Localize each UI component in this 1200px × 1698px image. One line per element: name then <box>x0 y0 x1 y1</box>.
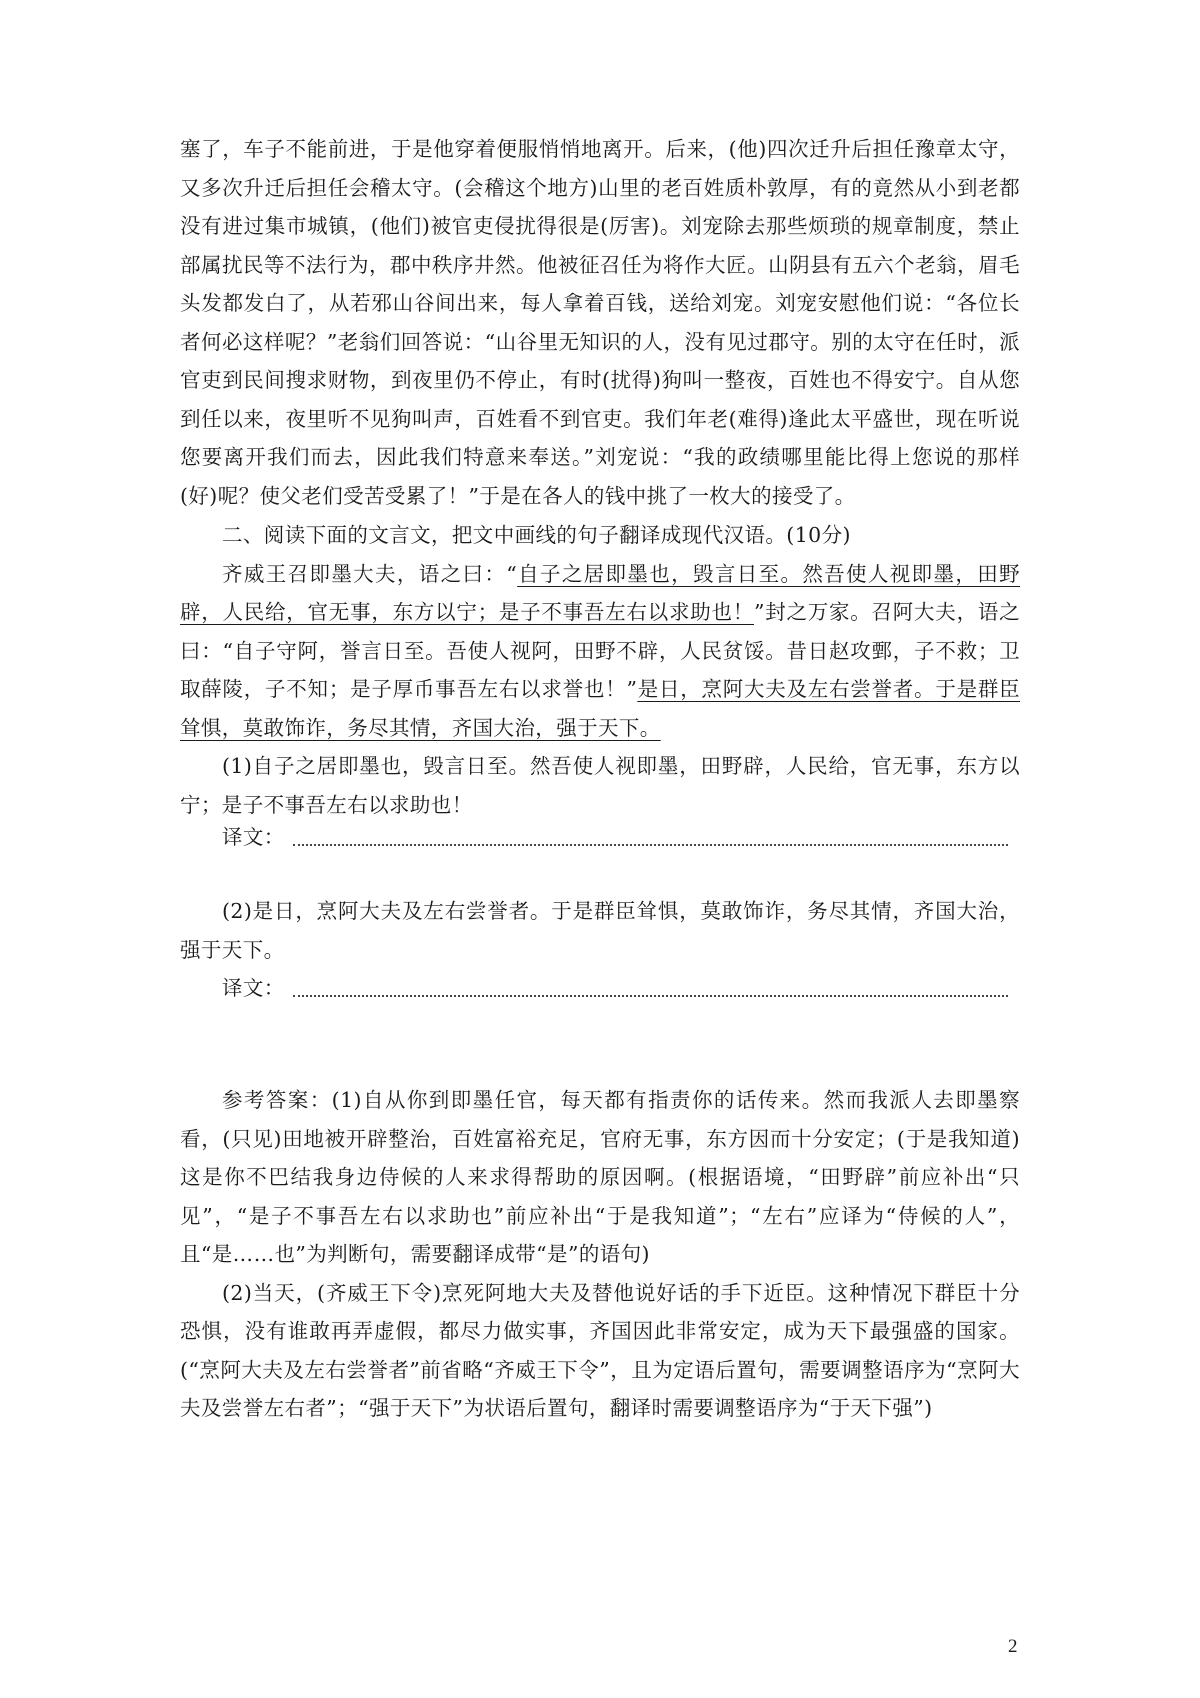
passage-text-1: 齐威王召即墨大夫，语之曰：“ <box>222 561 518 586</box>
question-heading: 二、阅读下面的文言文，把文中画线的句子翻译成现代汉语。(10分) <box>222 523 851 547</box>
passage-text-2: ”封之万家。召阿大夫，语之曰：“自子守阿，誉言日至。吾使人视阿，田野不辟，人民贫馁。昔日赵攻鄄，子不救；卫取薛陵，子不知；是子厚币事吾左右以求誉也！” <box>180 600 1020 701</box>
underlined-sentence-1: 自子之居即墨也，毁言日至。然吾使人视即墨，田野辟，人民给，官无事，东方以宁；是子不事吾左右以求助也！ <box>180 561 1020 624</box>
sub-question-2-block <box>180 892 1020 969</box>
underlined-sentence-2: 是日，烹阿大夫及左右尝誉者。于是群臣耸惧，莫敢饰诈，务尽其情，齐国大治，强于天下。 <box>180 677 1020 740</box>
reference-answer-2: (2)当天，(齐威王下令)烹死阿地大夫及替他说好话的手下近臣。这种情况下群臣十分恐惧，没有谁敢再弄虚假，都尽力做实事，齐国因此非常安定，成为天下最强盛的国家。(“烹阿大夫及左右尝誉者”前省略“齐威王下令”，且为定语后置句，需要调整语序为“烹阿大夫及尝誉左右者”；“强于天下”为状语后置句，翻译时需要调整语序为“于天下强”) <box>180 1280 1020 1420</box>
answer-blank-1[interactable] <box>293 844 1008 846</box>
answer-label-1: 译文： <box>222 825 285 849</box>
page-number: 2 <box>1008 1636 1018 1657</box>
sub-question-1: (1)自子之居即墨也，毁言日至。然吾使人视即墨，田野辟，人民给，官无事，东方以宁；是子不事吾左右以求助也！ <box>180 754 1020 817</box>
translation-passage <box>180 130 1020 515</box>
answer-label-2: 译文： <box>222 976 285 1000</box>
reference-answer-1: 参考答案：(1)自从你到即墨任官，每天都有指责你的话传来。然而我派人去即墨察看，(只见)田地被开辟整治，百姓富裕充足，官府无事，东方因而十分安定；(于是我知道)这是你不巴结我身边侍候的人来求得帮助的原因啊。(根据语境，“田野辟”前应补出“只见”，“是子不事吾左右以求助也”前应补出“于是我知道”；“左右”应译为“侍候的人”，且“是……也”为判断句，需要翻译成带“是”的语句) <box>180 1088 1020 1266</box>
question-section <box>180 516 1020 824</box>
classical-passage <box>180 555 1020 748</box>
sub-question-2: (2)是日，烹阿大夫及左右尝誉者。于是群臣耸惧，莫敢饰诈，务尽其情，齐国大治，强于天下。 <box>180 899 1020 962</box>
answer-blank-2[interactable] <box>293 995 1008 997</box>
reference-answer <box>180 1081 1020 1428</box>
translation-paragraph: 塞了，车子不能前进，于是他穿着便服悄悄地离开。后来，(他)四次迁升后担任豫章太守，又多次升迁后担任会稽太守。(会稽这个地方)山里的老百姓质朴敦厚，有的竟然从小到老都没有进过集市城镇，(他们)被官吏侵扰得很是(厉害)。刘宠除去那些烦琐的规章制度，禁止部属扰民等不法行为，郡中秩序井然。他被征召任为将作大匠。山阴县有五六个老翁，眉毛头发都发白了，从若邪山谷间出来，每人拿着百钱，送给刘宠。刘宠安慰他们说：“各位长者何必这样呢？”老翁们回答说：“山谷里无知识的人，没有见过郡守。别的太守在任时，派官吏到民间搜求财物，到夜里仍不停止，有时(扰得)狗叫一整夜，百姓也不得安宁。自从您到任以来，夜里听不见狗叫声，百姓看不到官吏。我们年老(难得)逢此太平盛世，现在听说您要离开我们而去，因此我们特意来奉送。”刘宠说：“我的政绩哪里能比得上您说的那样(好)呢？使父老们受苦受累了！”于是在各人的钱中挑了一枚大的接受了。 <box>180 137 1020 508</box>
